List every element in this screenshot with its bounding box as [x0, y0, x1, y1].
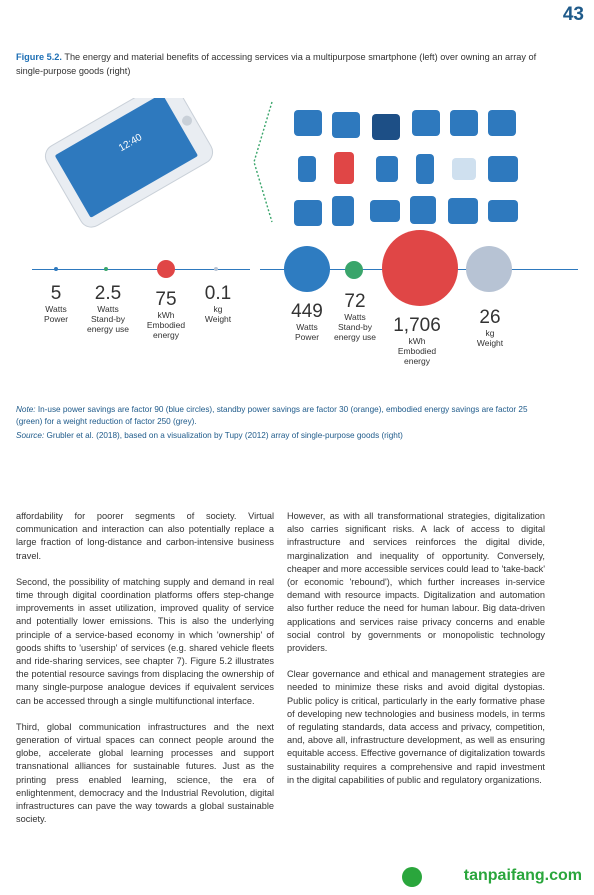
metric-unit: kg Weight — [476, 328, 504, 348]
calculator-icon — [376, 156, 398, 182]
smartphone-illustration — [32, 98, 242, 238]
left-metric-embodied — [140, 290, 192, 340]
metric-value: 2.5 — [94, 283, 122, 304]
metric-unit: kWh Embodied energy — [146, 310, 186, 340]
metric-value: 5 — [50, 283, 62, 304]
metric-unit: Watts Stand-by energy use — [333, 312, 377, 342]
clock-icon — [372, 114, 400, 140]
paragraph: However, as with all transformational strategies, digitalization also carries significant risks. A lack of access to digital infrastructure and services reinforces the digital divide, marginalization and inequality of opportunity. Conversely, cheaper and more accessible services could lead to 'take-back' (or economic 'rebound'), which further increases in-service demand with resource impacts. Digitalization and automation also further reduce the need for human labour. Big data-driven applications and services raise privacy concerns and enable social control by governments or monopolistic technology providers. — [287, 511, 545, 654]
figure-caption-text: The energy and material benefits of accessing services via a multipurpose smartphone (left) over owning an array of single-purpose goods (right) — [16, 52, 537, 76]
phone-icon — [298, 156, 316, 182]
right-metric-standby — [326, 292, 384, 342]
figure-label: Figure 5.2. — [16, 52, 62, 62]
standby-dot — [104, 267, 108, 271]
figure — [0, 90, 594, 390]
source-label: Source: — [16, 431, 45, 440]
radio-icon — [412, 110, 440, 136]
left-text-column — [16, 510, 274, 839]
metric-value: 1,706 — [393, 315, 441, 336]
watermark-logo-icon — [402, 867, 422, 887]
printer-icon — [294, 110, 322, 136]
right-text-column — [287, 510, 545, 800]
standby-circle — [345, 261, 363, 279]
tv-icon — [488, 156, 518, 182]
note-text: In-use power savings are factor 90 (blue circles), standby power savings are factor 30 (orange), embodied energy savings are factor 25 (green) for a weight reduction of factor 250 (grey). — [16, 405, 528, 426]
figure-note — [16, 404, 556, 428]
router-icon — [450, 110, 478, 136]
figure-caption — [16, 50, 556, 78]
power-dot — [54, 267, 58, 271]
power-circle — [284, 246, 330, 292]
source-text: Grubler et al. (2018), based on a visualization by Tupy (2012) array of single-purpose goods (right) — [44, 431, 403, 440]
monitor-icon — [488, 200, 518, 222]
metric-value: 26 — [479, 307, 501, 328]
thermometer-icon — [334, 152, 354, 184]
tablet-icon — [332, 196, 354, 226]
weight-dot — [214, 267, 218, 271]
speaker-icon — [488, 110, 516, 136]
metric-unit: kg Weight — [204, 304, 232, 324]
camera-icon — [332, 112, 360, 138]
metric-value: 75 — [155, 289, 177, 310]
metric-unit: Watts Stand-by energy use — [86, 304, 130, 334]
paragraph: Clear governance and ethical and management strategies are needed to minimize these risks and avoid digital dystopias. Public policy is critical, particularly in the early formative phase of developing new technologies and business models, in terms of regulating standards, data access and privacy, competition, and, above all, infrastructure development, as well as ensuring equitable access. Effective governance of digitalization towards sustainability requires a comprehensive and rapid investment in the digital capabilities of public and regulatory organizations. — [287, 669, 545, 785]
book-icon — [294, 200, 322, 226]
right-metric-embodied — [388, 316, 446, 366]
card-icon — [452, 158, 476, 180]
computer-icon — [448, 198, 478, 224]
right-metric-power — [284, 302, 330, 342]
bracket-icon — [250, 100, 275, 225]
watermark: tanpaifang.com — [463, 867, 582, 884]
embodied-circle-small — [157, 260, 175, 278]
page-number: 43 — [562, 4, 584, 25]
metric-value: 0.1 — [204, 283, 232, 304]
paragraph: Third, global communication infrastructures and the next generation of virtual spaces can connect people around the globe, accelerate global learning processes and support transnational alliances for sustainable futures. Just as the printing press enabled learning, science, the era of enlightenment, democracy and the Industrial Revolution, digital infrastructures can pave the way towards a global sustainable society. — [16, 721, 274, 825]
game-console-icon — [370, 200, 400, 222]
metric-unit: kWh Embodied energy — [397, 336, 437, 366]
weight-circle — [466, 246, 512, 292]
phone-time: 12:40 — [116, 132, 145, 155]
metric-unit: Watts Power — [43, 304, 69, 324]
music-player-icon — [416, 154, 434, 184]
metric-unit: Watts Power — [294, 322, 320, 342]
embodied-circle — [382, 230, 458, 306]
mail-icon — [410, 196, 436, 224]
paragraph: affordability for poorer segments of society. Virtual communication and interaction can also potentially replace a large fraction of long-distance and carbon-intensive business travel. — [16, 511, 274, 561]
left-metric-standby — [78, 284, 138, 334]
note-label: Note: — [16, 405, 36, 414]
left-metric-power — [36, 284, 76, 324]
paragraph: Second, the possibility of matching supply and demand in real time through digital coordination platforms offers step-change improvements in asset utilization, improved quality of service and potentially lower emissions. This is also the underlying principle of a service-based economy in which 'ownership' of goods shifts to 'usership' of services (e.g. shared vehicle fleets and ride-sharing services, see chapter 7). Figure 5.2 illustrates the potential resource savings from displacing the ownership of many single-purpose analogue devices if equivalent services can be accessed through a single multifunctional interface. — [16, 576, 274, 706]
figure-source — [16, 430, 556, 442]
metric-value: 449 — [291, 301, 323, 322]
left-metric-weight — [196, 284, 240, 324]
metric-value: 72 — [344, 291, 366, 312]
right-metric-weight — [468, 308, 512, 348]
